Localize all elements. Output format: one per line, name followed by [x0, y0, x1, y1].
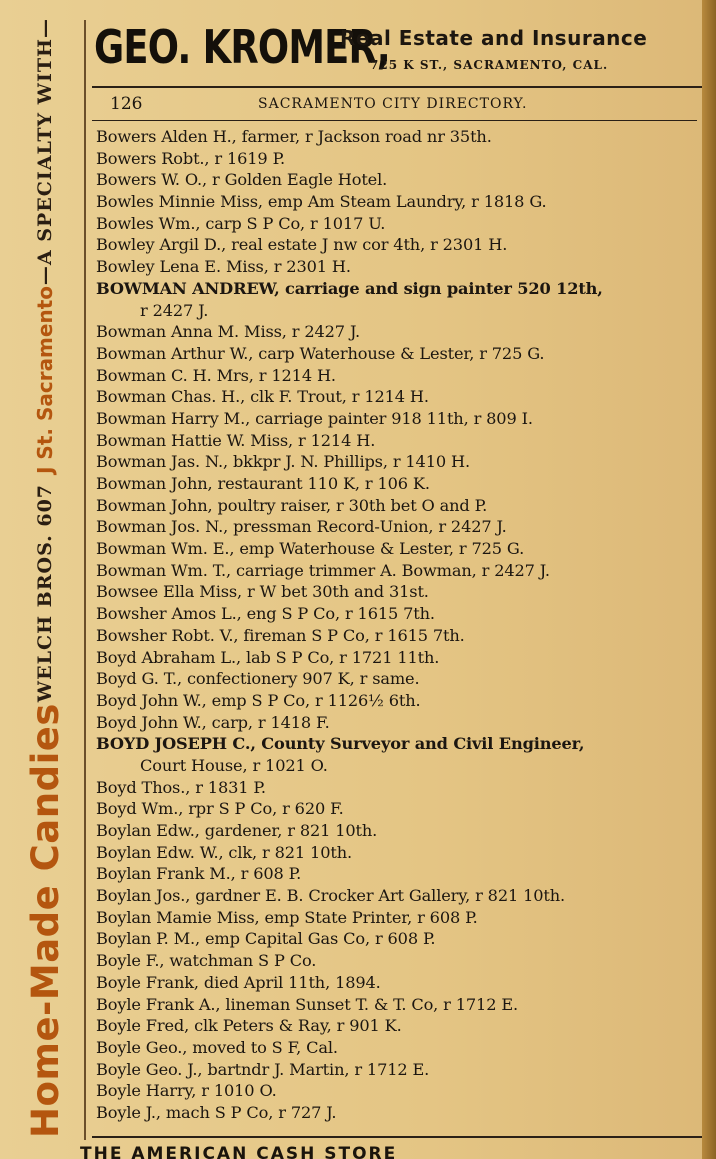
directory-entry: Boyd G. T., confectionery 907 K, r same. — [96, 669, 420, 689]
side-ad-big-text: Home-Made Candies — [23, 703, 67, 1138]
directory-entry: Bowman Arthur W., carp Waterhouse & Lester, r 725 G. — [96, 343, 545, 363]
directory-entry: Bowman John, restaurant 110 K, r 106 K. — [96, 474, 430, 493]
directory-entry: Boyle J., mach S P Co, r 727 J. — [96, 1102, 337, 1122]
directory-entry: Boyle Harry, r 1010 O. — [96, 1081, 277, 1101]
directory-entry: Boyd Thos., r 1831 P. — [96, 777, 266, 797]
directory-entry: Boyle Frank, died April 11th, 1894. — [96, 972, 381, 992]
directory-entry: Boylan Frank M., r 608 P. — [96, 864, 302, 884]
page-header — [110, 94, 690, 116]
header-rule — [92, 86, 702, 88]
side-ad-specialty: —A SPECIALTY WITH— — [34, 18, 56, 286]
footer-rule — [92, 1136, 702, 1138]
directory-entry: Bowman Hattie W. Miss, r 1214 H. — [96, 430, 376, 450]
directory-entry: Bowman Wm. E., emp Waterhouse & Lester, r 725 G. — [96, 539, 525, 559]
directory-entry: Bowman Harry M., carriage painter 918 11th, r 809 I. — [96, 408, 533, 428]
page-title: SACRAMENTO CITY DIRECTORY. — [258, 96, 528, 112]
directory-entry: Boyd John W., carp, r 1418 F. — [96, 712, 330, 732]
directory-entry: Boyle Geo. J., bartndr J. Martin, r 1712 E. — [96, 1059, 430, 1079]
directory-entry: Bowley Argil D., real estate J nw cor 4th, r 2301 H. — [96, 235, 508, 255]
page-header-rule — [92, 120, 697, 121]
directory-entry: Boyd Abraham L., lab S P Co, r 1721 11th. — [96, 647, 440, 667]
directory-entry: Bowles Minnie Miss, emp Am Steam Laundry, r 1818 G. — [96, 192, 547, 212]
directory-entry: Bowman John, poultry raiser, r 30th bet O and P. — [96, 495, 488, 515]
directory-entry: Bowman Jos. N., pressman Record-Union, r 2427 J. — [96, 517, 507, 537]
directory-entry: Boylan Edw., gardener, r 821 10th. — [96, 821, 378, 840]
directory-entry: Boylan Edw. W., clk, r 821 10th. — [96, 842, 352, 862]
directory-entry: Boyd John W., emp S P Co, r 1126½ 6th. — [96, 690, 421, 710]
directory-entry: Bowman C. H. Mrs, r 1214 H. — [96, 365, 336, 385]
directory-entry: Bowsher Amos L., eng S P Co, r 1615 7th. — [96, 604, 435, 624]
directory-entry: Bowsher Robt. V., fireman S P Co, r 1615 7th. — [96, 625, 465, 645]
directory-entry: Boylan Mamie Miss, emp State Printer, r 608 P. — [96, 907, 478, 927]
directory-entry-continuation: Court House, r 1021 O. — [140, 755, 328, 775]
directory-entry: BOWMAN ANDREW, carriage and sign painter 520 12th, — [96, 278, 603, 298]
directory-entry: Bowers W. O., r Golden Eagle Hotel. — [96, 170, 388, 190]
page-edge — [702, 0, 716, 1159]
side-ad-right — [33, 286, 57, 702]
directory-entry: Bowers Robt., r 1619 P. — [96, 148, 286, 168]
directory-entry: Bowman Anna M. Miss, r 2427 J. — [96, 322, 361, 342]
directory-entry: Bowman Jas. N., bkkpr J. N. Phillips, r 1410 H. — [96, 452, 470, 472]
directory-entry: Bowman Chas. H., clk F. Trout, r 1214 H. — [96, 387, 429, 407]
advertiser-address: 725 K ST., SACRAMENTO, CAL. — [370, 58, 609, 72]
directory-entry: Boyle F., watchman S P Co. — [96, 951, 317, 971]
footer-advertisement: THE AMERICAN CASH STORE — [80, 1144, 398, 1159]
directory-entry: Boyle Geo., moved to S F, Cal. — [96, 1037, 338, 1057]
advertiser-name: GEO. KROMER, — [94, 20, 390, 74]
directory-entry: Bowsee Ella Miss, r W bet 30th and 31st. — [96, 582, 429, 602]
directory-entry: Bowers Alden H., farmer, r Jackson road nr 35th. — [96, 127, 492, 146]
directory-entry: Boyd Wm., rpr S P Co, r 620 F. — [96, 799, 344, 819]
directory-entry: Bowman Wm. T., carriage trimmer A. Bowman, r 2427 J. — [96, 560, 550, 580]
directory-entry: Boyle Fred, clk Peters & Ray, r 901 K. — [96, 1016, 402, 1036]
directory-entry: Boyle Frank A., lineman Sunset T. & T. Co, r 1712 E. — [96, 994, 519, 1014]
directory-entry: Boylan P. M., emp Capital Gas Co, r 608 P. — [96, 929, 436, 949]
header-advertisement — [92, 20, 692, 82]
directory-entry: Bowles Wm., carp S P Co, r 1017 U. — [96, 213, 386, 233]
directory-entry-continuation: r 2427 J. — [140, 300, 209, 320]
side-ad-red-text: J St. Sacramento — [33, 285, 57, 474]
directory-listing — [96, 126, 696, 1124]
directory-entry: Boylan Jos., gardner E. B. Crocker Art Gallery, r 821 10th. — [96, 886, 566, 906]
directory-entry: Bowley Lena E. Miss, r 2301 H. — [96, 257, 351, 277]
page-number: 126 — [110, 94, 143, 114]
side-advertisement — [14, 18, 76, 1138]
side-separator — [84, 20, 86, 1140]
directory-entry: BOYD JOSEPH C., County Surveyor and Civil Engineer, — [96, 734, 585, 754]
side-ad-small-text: WELCH BROS. 607 — [34, 483, 56, 703]
advertiser-tagline: Real Estate and Insurance — [340, 26, 648, 50]
